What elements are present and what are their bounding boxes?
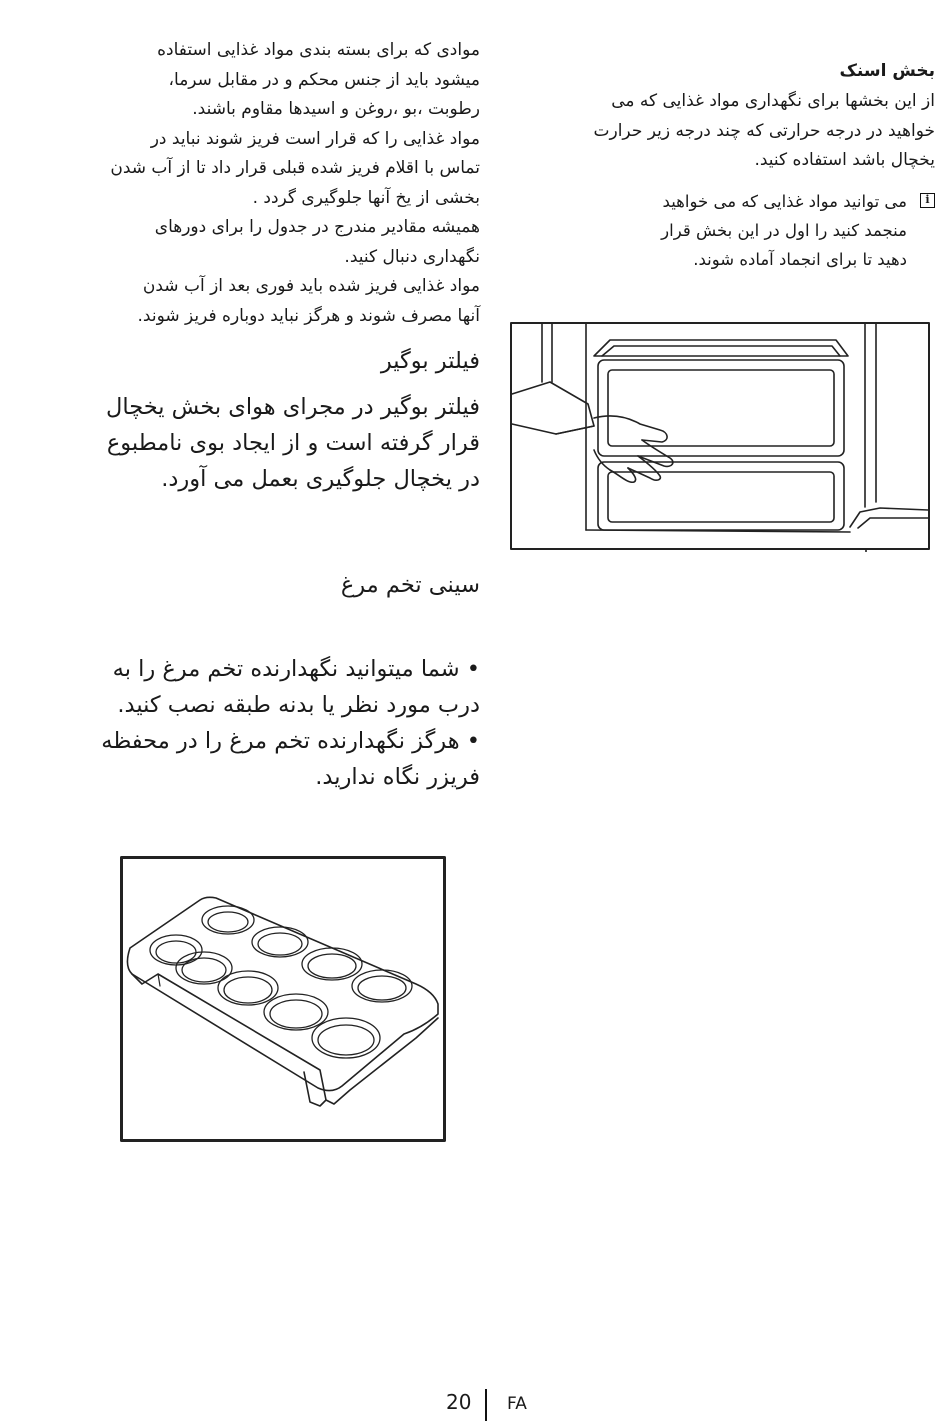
text-line: منجمد کنید را اول در این بخش قرار — [661, 221, 907, 240]
info-icon: i — [920, 193, 935, 208]
footer-divider — [485, 1389, 487, 1421]
text-line: نگهداری دنبال کنید. — [344, 246, 480, 267]
page-number: 20 — [446, 1390, 472, 1414]
right-column — [500, 55, 935, 269]
snack-paragraph — [500, 87, 935, 176]
text-line: مواد غذایی را که قرار است فریز شوند نباید در — [150, 128, 480, 149]
language-code: FA — [507, 1394, 527, 1414]
text-line: درب مورد نظر یا بدنه طبقه نصب کنید. — [117, 692, 480, 718]
text-line: بخشی از یخ آنها جلوگیری گردد . — [252, 187, 480, 208]
egg-tray-illustration — [120, 856, 446, 1142]
text-line: می توانید مواد غذایی که می خواهید — [662, 192, 907, 211]
text-line: فریزر نگاه ندارید. — [315, 764, 480, 790]
text-line: در یخچال جلوگیری بعمل می آورد. — [161, 466, 480, 492]
text-line: آنها مصرف شوند و هرگز نباید دوباره فریز شوند. — [137, 305, 480, 326]
text-line: قرار گرفته است و از ایجاد بوی نامطبوع — [106, 430, 480, 456]
odour-filter-title: فیلتر بوگیر — [380, 348, 480, 374]
egg-tray-title: سینی تخم مرغ — [340, 572, 480, 598]
bullet-line: • هرگز نگهدارنده تخم مرغ را در محفظه — [101, 728, 480, 754]
text-line: میشود باید از جنس محکم و در مقابل سرما، — [168, 69, 480, 90]
info-text — [615, 187, 907, 274]
snack-drawer-illustration — [510, 322, 930, 552]
text-line: تماس با اقلام فریز شده قبلی قرار داد تا از آب شدن — [110, 158, 480, 178]
text-line: مواد غذایی فریز شده باید فوری بعد از آب شدن — [142, 276, 480, 296]
packaging-paragraph — [50, 36, 480, 331]
text-line: همیشه مقادیر مندرج در جدول را برای دورهای — [154, 217, 480, 237]
text-line: دهید تا برای انجماد آماده شوند. — [693, 250, 907, 269]
text-line: موادی که برای بسته بندی مواد غذایی استفاده — [157, 40, 480, 60]
snack-section-title: بخش اسنک — [839, 61, 935, 81]
text-line: از این بخشها برای نگهداری مواد غذایی که می — [611, 91, 935, 111]
bullet-line: • شما میتوانید نگهدارنده تخم مرغ را به — [112, 656, 480, 682]
text-line: یخچال باشد استفاده کنید. — [754, 150, 935, 170]
egg-tray-paragraph — [50, 651, 480, 795]
text-line: رطوبت ،بو ،روغن و اسیدها مقاوم باشند. — [192, 99, 480, 119]
text-line: فیلتر بوگیر در مجرای هوای بخش یخچال — [106, 394, 480, 420]
left-column — [50, 36, 480, 795]
odour-filter-paragraph — [50, 389, 480, 497]
page-footer — [0, 1385, 950, 1425]
info-note — [615, 187, 935, 274]
text-line: خواهید در درجه حرارتی که چند درجه زیر حرارت — [593, 120, 935, 141]
